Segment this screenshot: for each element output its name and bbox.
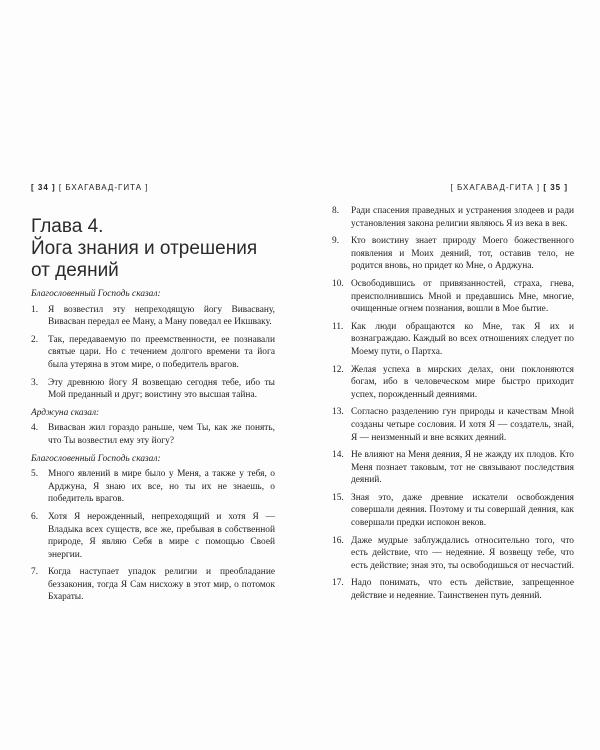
verse-number: 4. [31, 423, 39, 434]
verse [332, 449, 574, 487]
verse-number: 9. [332, 236, 340, 247]
chapter-title-line: от деяний [31, 259, 119, 281]
verse-text: Вивасван жил гораздо раньше, чем Ты, как же понять, что Ты возвестил ему эту йогу? [48, 423, 275, 446]
speaker-label: Благословенный Господь сказал: [31, 289, 161, 299]
verse [332, 406, 574, 444]
verse [31, 334, 275, 372]
left-text-column [31, 287, 275, 609]
verse [332, 577, 574, 602]
verse-number: 3. [31, 377, 39, 388]
verse-text: Желая успеха в мирских делах, они поклоняются богам, ибо в человеческом мире быстро приходит успех, порожденный деяниями. [351, 364, 574, 400]
verse-number: 10. [332, 278, 344, 289]
verse [332, 492, 574, 530]
chapter-title-line: Йога знания и отрешения [31, 237, 258, 259]
verse-number: 12. [332, 364, 344, 375]
verse [31, 304, 275, 329]
verse-text: Когда наступает упадок религии и преобладание беззакония, тогда Я Сам нисхожу в этот мир, о потомок Бхараты. [48, 567, 275, 603]
verse-text: Хотя Я нерожденный, непреходящий и хотя Я — Владыка всех существ, все же, пребывая в собственной природе, Я являю Себя в мире с помощью Своей энергии. [48, 511, 275, 560]
verse-text: Так, передаваемую по преемственности, ее познавали святые цари. Но с течением долгого времени та йога была утеряна в этом мире, о победитель врагов. [48, 334, 275, 370]
verse-text: Надо понимать, что есть действие, запрещенное действие и недеяние. Таинственен путь деяний. [351, 578, 574, 602]
verse-text: Как люди обращаются ко Мне, так Я их и вознаграждаю. Каждый во всех отношениях следует по Моему пути, о Партха. [351, 321, 574, 357]
chapter-title-line: Глава 4. [31, 215, 104, 237]
verse-number: 7. [31, 567, 39, 578]
verse [31, 422, 275, 447]
verse-text: Освободившись от привязанностей, страха, гнева, преисполнившись Мной и предавшись Мне, многие, очищенные огнем познания, вошли в Мое бытие. [351, 278, 574, 315]
verse-text: Даже мудрые заблуждались относительно того, что есть действие, что — недеяние. Я возвещу тебе, что есть действие; зная это, ты освободишься от несчастий. [351, 535, 574, 571]
verse-number: 15. [332, 492, 344, 503]
verse-number: 1. [31, 304, 39, 315]
right-text-column [332, 205, 574, 608]
left-page-number: [ 34 ] [31, 183, 56, 192]
verse-number: 16. [332, 535, 344, 546]
verse-text: Ради спасения праведных и устранения злодеев и ради установления закона религии являюсь Я из века в век. [351, 206, 574, 229]
verse-number: 17. [332, 578, 344, 589]
verse-number: 2. [31, 334, 39, 345]
verse-text: Много явлений в мире было у Меня, а также у тебя, о Арджуна, Я знаю их все, но ты их не знаешь, о победитель врагов. [48, 469, 275, 505]
verse-text: Кто воистину знает природу Моего божественного появления и Моих деяний, тот, оставив тело, не родится вновь, но придет ко Мне, о Арджуна. [351, 236, 574, 272]
verse [332, 278, 574, 316]
verse-text: Эту древнюю йогу Я возвещаю сегодня тебе, ибо ты Мой преданный и друг; воистину это высшая тайна. [48, 377, 275, 401]
verse [332, 535, 574, 573]
verse-number: 5. [31, 469, 39, 480]
verse-number: 13. [332, 407, 344, 418]
verse [332, 364, 574, 402]
verse-number: 8. [332, 206, 340, 216]
verse [332, 235, 574, 273]
verse [31, 511, 275, 561]
verse-number: 14. [332, 450, 344, 461]
verse-text: Согласно разделению гун природы и качествам Мной созданы четыре сословия. И хотя Я — создатель, знай, Я — неизменный и вне всяких деяний. [351, 407, 574, 443]
right-running-header [451, 183, 568, 192]
verse [332, 321, 574, 359]
speaker-label: Благословенный Господь сказал: [31, 453, 161, 464]
verse [31, 468, 275, 506]
verse-number: 6. [31, 511, 39, 522]
speaker-label: Арджуна сказал: [31, 407, 100, 418]
verse-text: Не влияют на Меня деяния, Я не жажду их плодов. Кто Меня познает таковым, тот не связывают последствия деяний. [351, 450, 574, 486]
left-running-header [31, 183, 148, 192]
verse-text: Я возвестил эту непреходящую йогу Вивасвану, Вивасван передал ее Ману, а Ману поведал ее Икшваку. [48, 304, 275, 328]
left-book-title: [ БХАГАВАД-ГИТА ] [58, 183, 149, 192]
verse [31, 566, 275, 604]
right-page [300, 0, 600, 750]
right-book-title: [ БХАГАВАД-ГИТА ] [450, 183, 541, 192]
right-page-number: [ 35 ] [543, 183, 568, 192]
verse [332, 205, 574, 230]
verse-text: Зная это, даже древние искатели освобождения совершали деяния. Поэтому и ты совершай деяния, как совершали предки испокон веков. [351, 492, 574, 529]
chapter-title [31, 216, 281, 282]
verse-number: 11. [332, 321, 344, 332]
verse [31, 377, 275, 402]
